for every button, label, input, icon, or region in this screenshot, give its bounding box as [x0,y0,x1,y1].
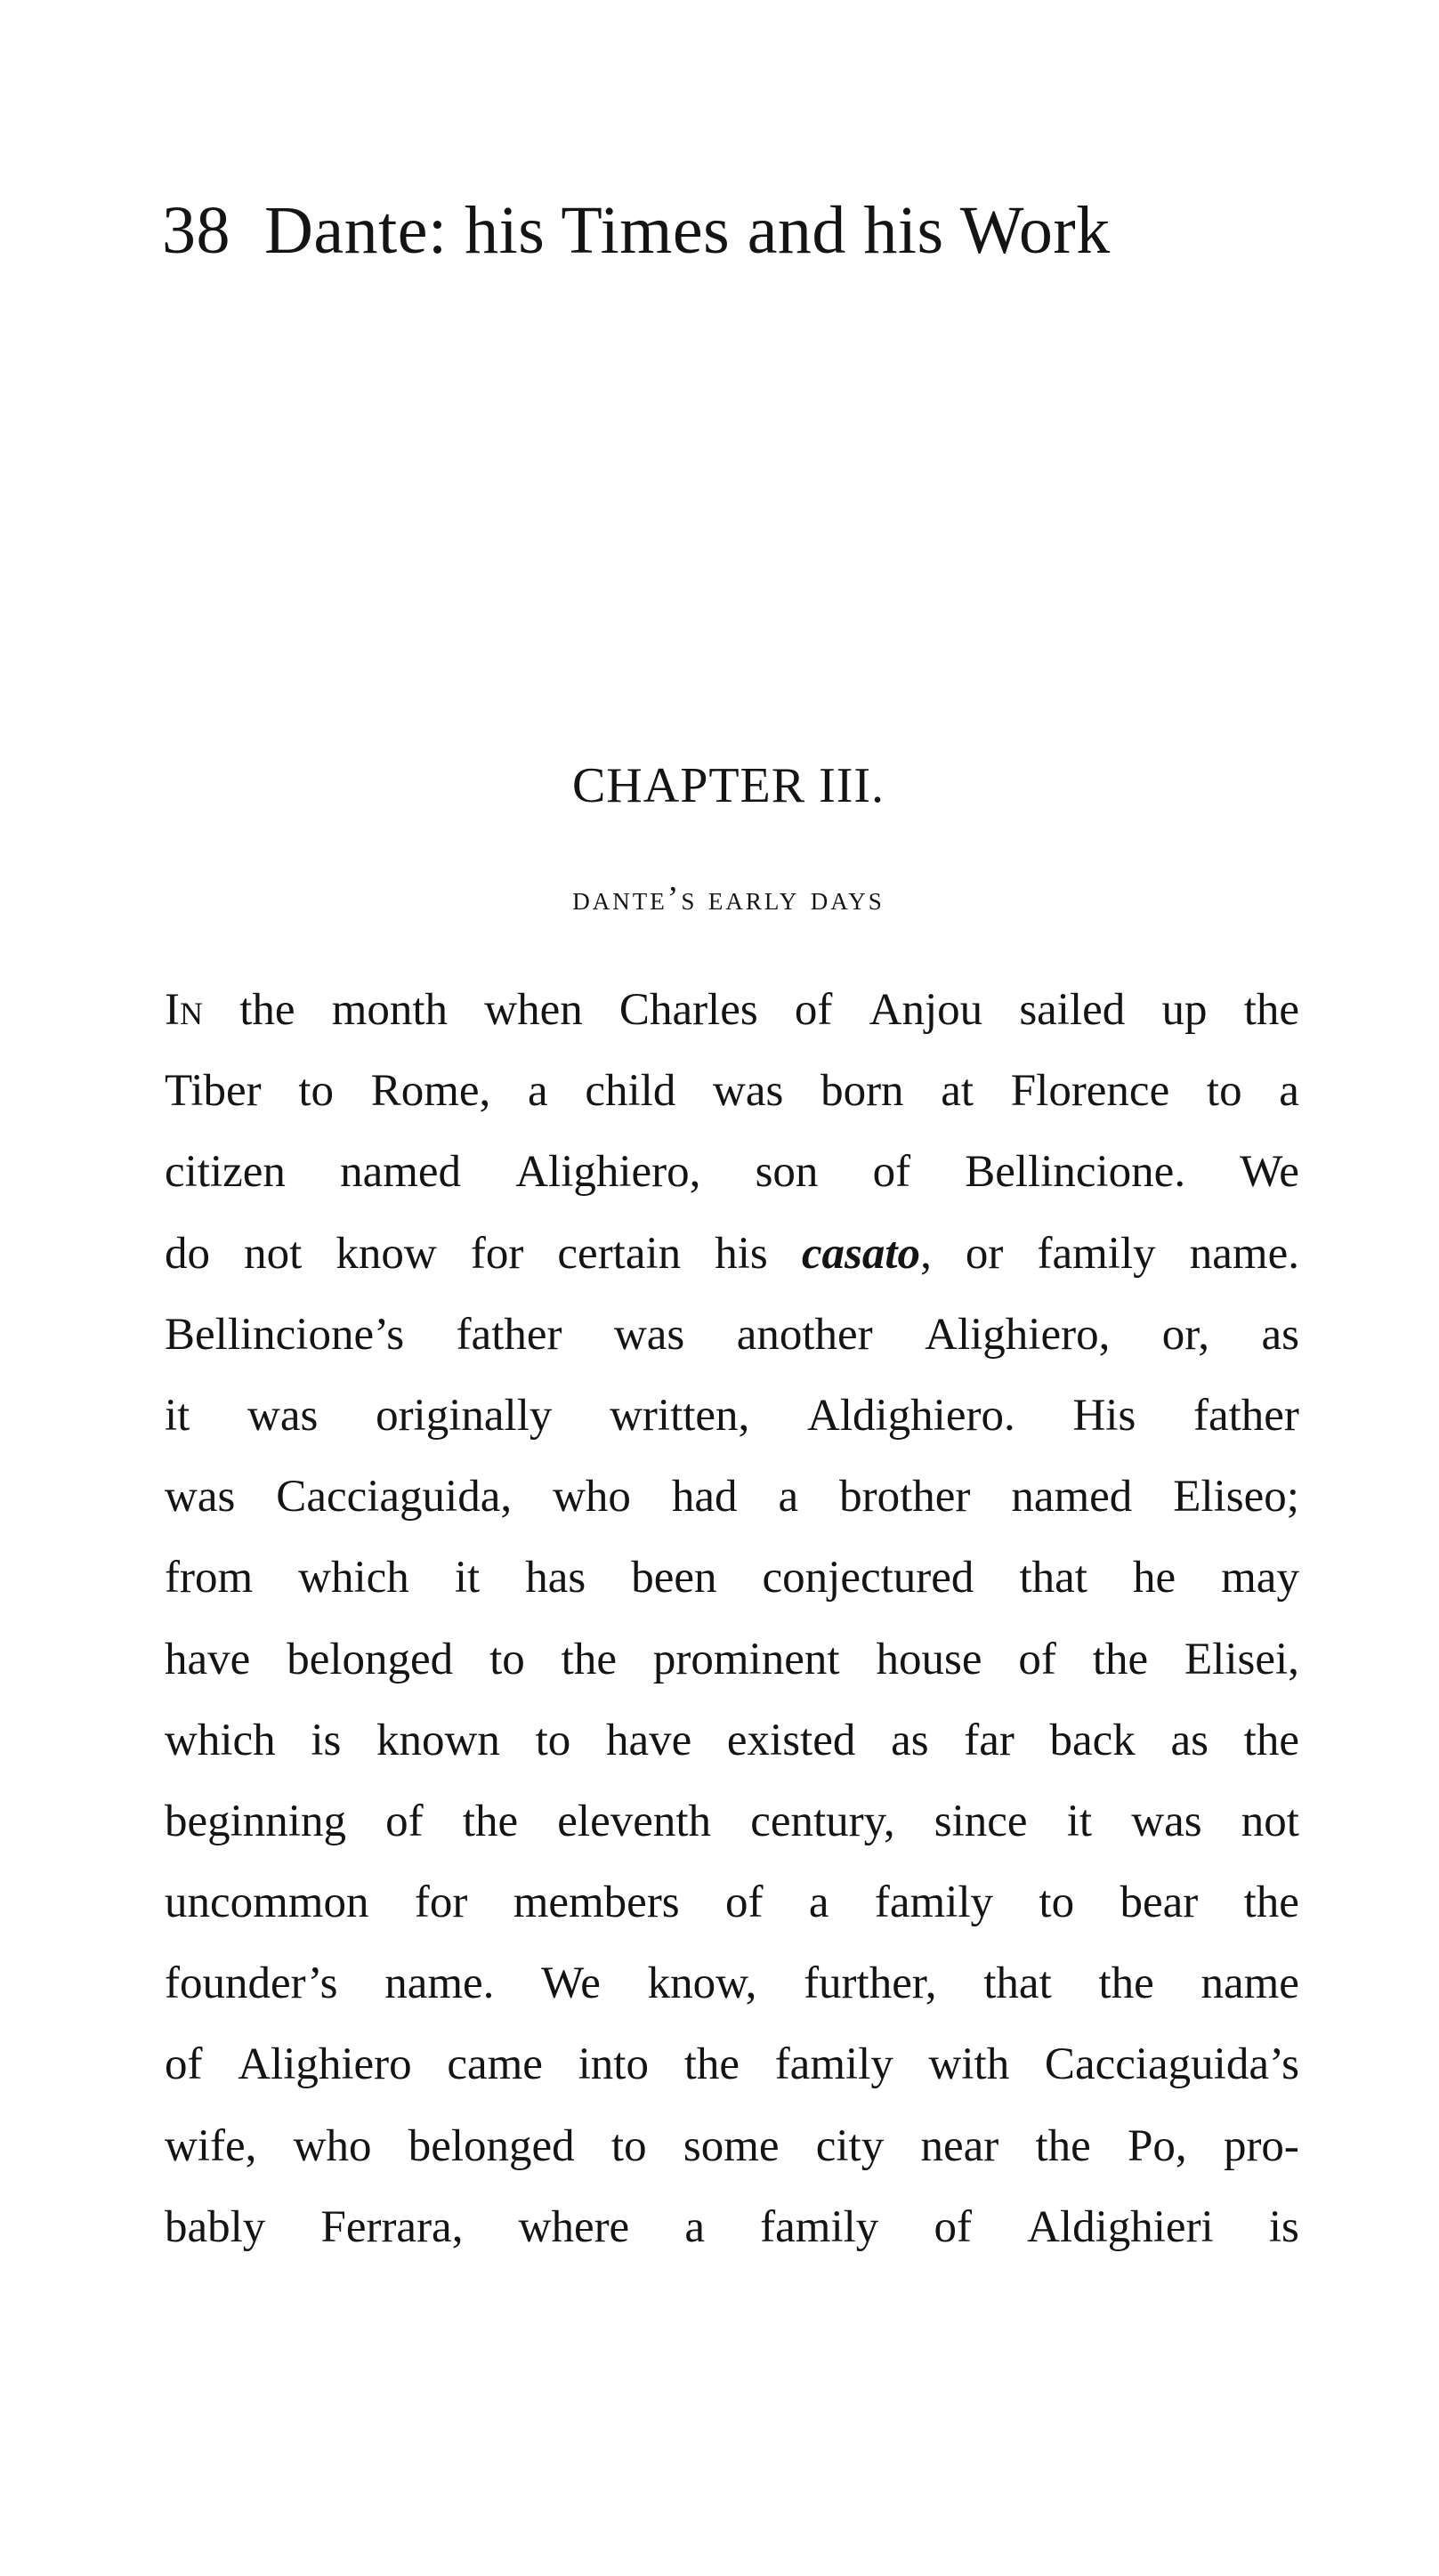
text-line: founder’s name. We know, further, that the name [165,1958,1299,2009]
text-line: bably Ferrara, where a family of Aldighieri is [165,2201,1299,2252]
text-line: of Alighiero came into the family with Cacciaguida’s [165,2039,1299,2090]
book-title: Dante: his Times and his Work [264,193,1111,268]
text-line: it was originally written, Aldighiero. His father [165,1390,1299,1441]
body-text [165,970,1299,2268]
text-line: which is known to have existed as far back as the [165,1715,1299,1765]
chapter-title: CHAPTER III. [571,758,885,813]
text-line: was Cacciaguida, who had a brother named Eliseo; [165,1472,1299,1522]
page-number: 38 [162,193,230,268]
chapter-subtitle: dante’s early days [572,880,885,917]
text-line: Tiber to Rome, a child was born at Florence to a [165,1066,1299,1117]
text-line: In the month when Charles of Anjou sailed up the [165,985,1299,1035]
running-head [162,190,1111,271]
text-line: Bellincione’s father was another Alighiero, or, as [165,1309,1299,1360]
text-line: beginning of the eleventh century, since it was not [165,1796,1299,1846]
text-line: uncommon for members of a family to bear the [165,1877,1299,1928]
text-line: wife, who belonged to some city near the Po, pro- [165,2120,1299,2171]
text-line: citizen named Alighiero, son of Bellincione. We [165,1147,1299,1198]
text-line: have belonged to the prominent house of the Elisei, [165,1634,1299,1684]
text-line: from which it has been conjectured that he may [165,1553,1299,1603]
text-line: do not know for certain his casato, or family name. [165,1228,1299,1279]
